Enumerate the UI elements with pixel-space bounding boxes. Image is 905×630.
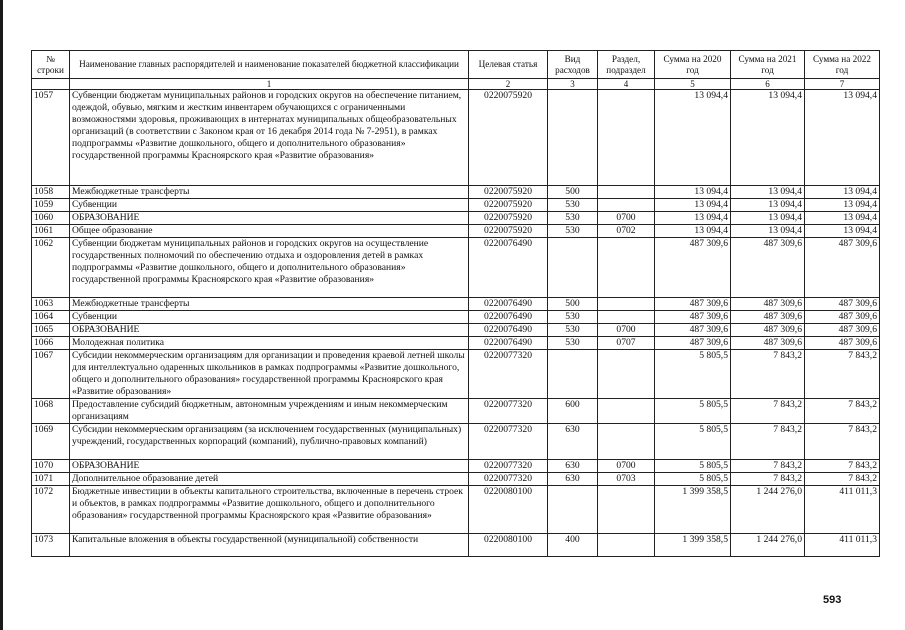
row-name: Субвенции xyxy=(70,199,469,212)
row-name: Дополнительное образование детей xyxy=(70,473,469,486)
row-name: ОБРАЗОВАНИЕ xyxy=(70,212,469,225)
row-section: 0700 xyxy=(598,212,655,225)
row-2020: 487 309,6 xyxy=(655,337,731,350)
row-type: 530 xyxy=(548,212,598,225)
row-2021: 7 843,2 xyxy=(731,473,805,486)
row-name: Предоставление субсидий бюджетным, автономным учреждениям и иным некоммерческим организациям xyxy=(70,399,469,424)
row-name: Субвенции бюджетам муниципальных районов и городских округов на обеспечение питанием, одеждой, обувью, мягким и жестким инвентарем обучающихся с ограниченными возможностями здоровья, проживающих в интернатах муниципальных общеобразовательных организаций (в соответствии с Законом края от 16 декабря 2014 года № 7-2951), в рамках подпрограммы «Развитие дошкольного, общего и дополнительного образования» государственной программы Красноярского края «Развитие образования» xyxy=(70,90,469,186)
row-name: Субсидии некоммерческим организациям для организации и проведения краевой летней школы для интеллектуально одаренных школьников в рамках подпрограммы «Развитие дошкольного, общего и дополнительного образования» государственной программы Красноярского края «Развитие образования» xyxy=(70,350,469,399)
column-number: 4 xyxy=(598,79,655,90)
table-row xyxy=(32,399,880,424)
row-2021: 7 843,2 xyxy=(731,460,805,473)
table-row xyxy=(32,486,880,534)
row-number: 1071 xyxy=(32,473,70,486)
row-2020: 13 094,4 xyxy=(655,186,731,199)
column-number: 3 xyxy=(548,79,598,90)
row-2021: 487 309,6 xyxy=(731,337,805,350)
row-2022: 411 011,3 xyxy=(805,534,880,557)
row-type: 630 xyxy=(548,460,598,473)
row-2021: 7 843,2 xyxy=(731,399,805,424)
row-2021: 487 309,6 xyxy=(731,298,805,311)
table-row xyxy=(32,186,880,199)
row-target: 0220075920 xyxy=(469,199,548,212)
row-number: 1073 xyxy=(32,534,70,557)
header-num: № строки xyxy=(32,51,70,79)
row-type: 600 xyxy=(548,399,598,424)
header-target: Целевая статья xyxy=(469,51,548,79)
row-section: 0707 xyxy=(598,337,655,350)
table-row xyxy=(32,199,880,212)
row-2020: 1 399 358,5 xyxy=(655,486,731,534)
table-row xyxy=(32,460,880,473)
row-target: 0220075920 xyxy=(469,186,548,199)
row-target: 0220080100 xyxy=(469,486,548,534)
row-target: 0220076490 xyxy=(469,324,548,337)
row-2022: 13 094,4 xyxy=(805,90,880,186)
row-2020: 5 805,5 xyxy=(655,460,731,473)
row-type: 400 xyxy=(548,534,598,557)
row-number: 1058 xyxy=(32,186,70,199)
row-2022: 7 843,2 xyxy=(805,460,880,473)
header-2021: Сумма на 2021 год xyxy=(731,51,805,79)
row-name: ОБРАЗОВАНИЕ xyxy=(70,324,469,337)
row-2020: 487 309,6 xyxy=(655,311,731,324)
header-2022: Сумма на 2022 год xyxy=(805,51,880,79)
row-target: 0220077320 xyxy=(469,473,548,486)
row-name: Субсидии некоммерческим организациям (за исключением государственных (муниципальных) учреждений, государственных корпораций (компаний), публично-правовых компаний) xyxy=(70,424,469,460)
row-2021: 13 094,4 xyxy=(731,186,805,199)
row-2022: 7 843,2 xyxy=(805,424,880,460)
column-number: 6 xyxy=(731,79,805,90)
row-number: 1057 xyxy=(32,90,70,186)
table-row xyxy=(32,90,880,186)
row-2020: 13 094,4 xyxy=(655,199,731,212)
row-2022: 487 309,6 xyxy=(805,324,880,337)
row-section xyxy=(598,486,655,534)
row-2022: 7 843,2 xyxy=(805,350,880,399)
header-type: Вид расходов xyxy=(548,51,598,79)
row-number: 1069 xyxy=(32,424,70,460)
row-section: 0703 xyxy=(598,473,655,486)
table-row xyxy=(32,424,880,460)
row-target: 0220075920 xyxy=(469,90,548,186)
row-number: 1059 xyxy=(32,199,70,212)
row-number: 1064 xyxy=(32,311,70,324)
row-target: 0220077320 xyxy=(469,350,548,399)
row-target: 0220076490 xyxy=(469,311,548,324)
row-type: 630 xyxy=(548,473,598,486)
row-2022: 487 309,6 xyxy=(805,298,880,311)
column-number: 1 xyxy=(70,79,469,90)
row-type xyxy=(548,238,598,298)
row-2022: 487 309,6 xyxy=(805,238,880,298)
row-section: 0702 xyxy=(598,225,655,238)
row-2020: 13 094,4 xyxy=(655,212,731,225)
row-2022: 7 843,2 xyxy=(805,473,880,486)
row-section xyxy=(598,534,655,557)
row-2021: 1 244 276,0 xyxy=(731,486,805,534)
row-number: 1067 xyxy=(32,350,70,399)
row-type: 530 xyxy=(548,324,598,337)
row-section xyxy=(598,399,655,424)
row-type: 530 xyxy=(548,199,598,212)
row-2022: 487 309,6 xyxy=(805,311,880,324)
row-name: Межбюджетные трансферты xyxy=(70,298,469,311)
row-2020: 5 805,5 xyxy=(655,473,731,486)
row-2021: 1 244 276,0 xyxy=(731,534,805,557)
row-type: 530 xyxy=(548,311,598,324)
row-target: 0220077320 xyxy=(469,399,548,424)
row-section xyxy=(598,199,655,212)
page-edge xyxy=(0,0,3,630)
table-row xyxy=(32,473,880,486)
row-number: 1070 xyxy=(32,460,70,473)
table-row xyxy=(32,212,880,225)
row-target: 0220076490 xyxy=(469,298,548,311)
row-type: 500 xyxy=(548,186,598,199)
row-2021: 487 309,6 xyxy=(731,311,805,324)
row-number: 1065 xyxy=(32,324,70,337)
header-section: Раздел, подраздел xyxy=(598,51,655,79)
row-section xyxy=(598,298,655,311)
row-2020: 1 399 358,5 xyxy=(655,534,731,557)
row-2021: 13 094,4 xyxy=(731,225,805,238)
row-name: Субвенции бюджетам муниципальных районов и городских округов на осуществление государственных полномочий по обеспечению отдыха и оздоровления детей в рамках подпрограммы «Развитие дошкольного, общего и дополнительного образования» государственной программы Красноярского края «Развитие образования» xyxy=(70,238,469,298)
page-number: 593 xyxy=(823,594,842,606)
table-row xyxy=(32,311,880,324)
row-target: 0220076490 xyxy=(469,337,548,350)
row-name: ОБРАЗОВАНИЕ xyxy=(70,460,469,473)
row-number: 1060 xyxy=(32,212,70,225)
row-2021: 7 843,2 xyxy=(731,350,805,399)
row-type: 500 xyxy=(548,298,598,311)
row-section: 0700 xyxy=(598,324,655,337)
row-target: 0220075920 xyxy=(469,225,548,238)
row-target: 0220075920 xyxy=(469,212,548,225)
row-name: Межбюджетные трансферты xyxy=(70,186,469,199)
row-2020: 487 309,6 xyxy=(655,298,731,311)
row-type xyxy=(548,486,598,534)
row-target: 0220077320 xyxy=(469,460,548,473)
row-section xyxy=(598,424,655,460)
row-2021: 13 094,4 xyxy=(731,212,805,225)
row-2020: 5 805,5 xyxy=(655,350,731,399)
row-name: Субвенции xyxy=(70,311,469,324)
table-body xyxy=(32,90,880,557)
row-target: 0220076490 xyxy=(469,238,548,298)
row-target: 0220080100 xyxy=(469,534,548,557)
row-2020: 13 094,4 xyxy=(655,90,731,186)
row-number: 1066 xyxy=(32,337,70,350)
header-row xyxy=(32,51,880,79)
column-number: 2 xyxy=(469,79,548,90)
row-number: 1062 xyxy=(32,238,70,298)
budget-table xyxy=(31,50,880,557)
row-section xyxy=(598,90,655,186)
row-2020: 5 805,5 xyxy=(655,424,731,460)
row-2021: 13 094,4 xyxy=(731,199,805,212)
row-name: Молодежная политика xyxy=(70,337,469,350)
row-2020: 5 805,5 xyxy=(655,399,731,424)
row-number: 1063 xyxy=(32,298,70,311)
row-2021: 487 309,6 xyxy=(731,238,805,298)
table-row xyxy=(32,337,880,350)
row-type: 630 xyxy=(548,424,598,460)
row-2022: 13 094,4 xyxy=(805,212,880,225)
column-number: 5 xyxy=(655,79,731,90)
row-section xyxy=(598,238,655,298)
table-row xyxy=(32,324,880,337)
row-name: Общее образование xyxy=(70,225,469,238)
row-2022: 7 843,2 xyxy=(805,399,880,424)
column-number xyxy=(32,79,70,90)
row-type: 530 xyxy=(548,225,598,238)
row-name: Капитальные вложения в объекты государственной (муниципальной) собственности xyxy=(70,534,469,557)
header-2020: Сумма на 2020 год xyxy=(655,51,731,79)
row-section xyxy=(598,186,655,199)
table-row xyxy=(32,298,880,311)
row-type xyxy=(548,90,598,186)
row-2021: 13 094,4 xyxy=(731,90,805,186)
row-2020: 487 309,6 xyxy=(655,238,731,298)
row-2022: 487 309,6 xyxy=(805,337,880,350)
row-2022: 13 094,4 xyxy=(805,225,880,238)
table-row xyxy=(32,225,880,238)
row-2022: 13 094,4 xyxy=(805,186,880,199)
header-name: Наименование главных распорядителей и наименование показателей бюджетной классификации xyxy=(70,51,469,79)
row-2020: 487 309,6 xyxy=(655,324,731,337)
column-number-row xyxy=(32,79,880,90)
row-section: 0700 xyxy=(598,460,655,473)
row-2021: 487 309,6 xyxy=(731,324,805,337)
row-2022: 411 011,3 xyxy=(805,486,880,534)
row-target: 0220077320 xyxy=(469,424,548,460)
row-number: 1072 xyxy=(32,486,70,534)
row-section xyxy=(598,350,655,399)
row-2022: 13 094,4 xyxy=(805,199,880,212)
row-type: 530 xyxy=(548,337,598,350)
row-name: Бюджетные инвестиции в объекты капитального строительства, включенные в перечень строек и объектов, в рамках подпрограммы «Развитие дошкольного, общего и дополнительного образования» государственной программы Красноярского края «Развитие образования» xyxy=(70,486,469,534)
column-number: 7 xyxy=(805,79,880,90)
row-number: 1061 xyxy=(32,225,70,238)
row-section xyxy=(598,311,655,324)
row-2020: 13 094,4 xyxy=(655,225,731,238)
table-row xyxy=(32,534,880,557)
row-number: 1068 xyxy=(32,399,70,424)
table-row xyxy=(32,238,880,298)
row-type xyxy=(548,350,598,399)
row-2021: 7 843,2 xyxy=(731,424,805,460)
table-row xyxy=(32,350,880,399)
